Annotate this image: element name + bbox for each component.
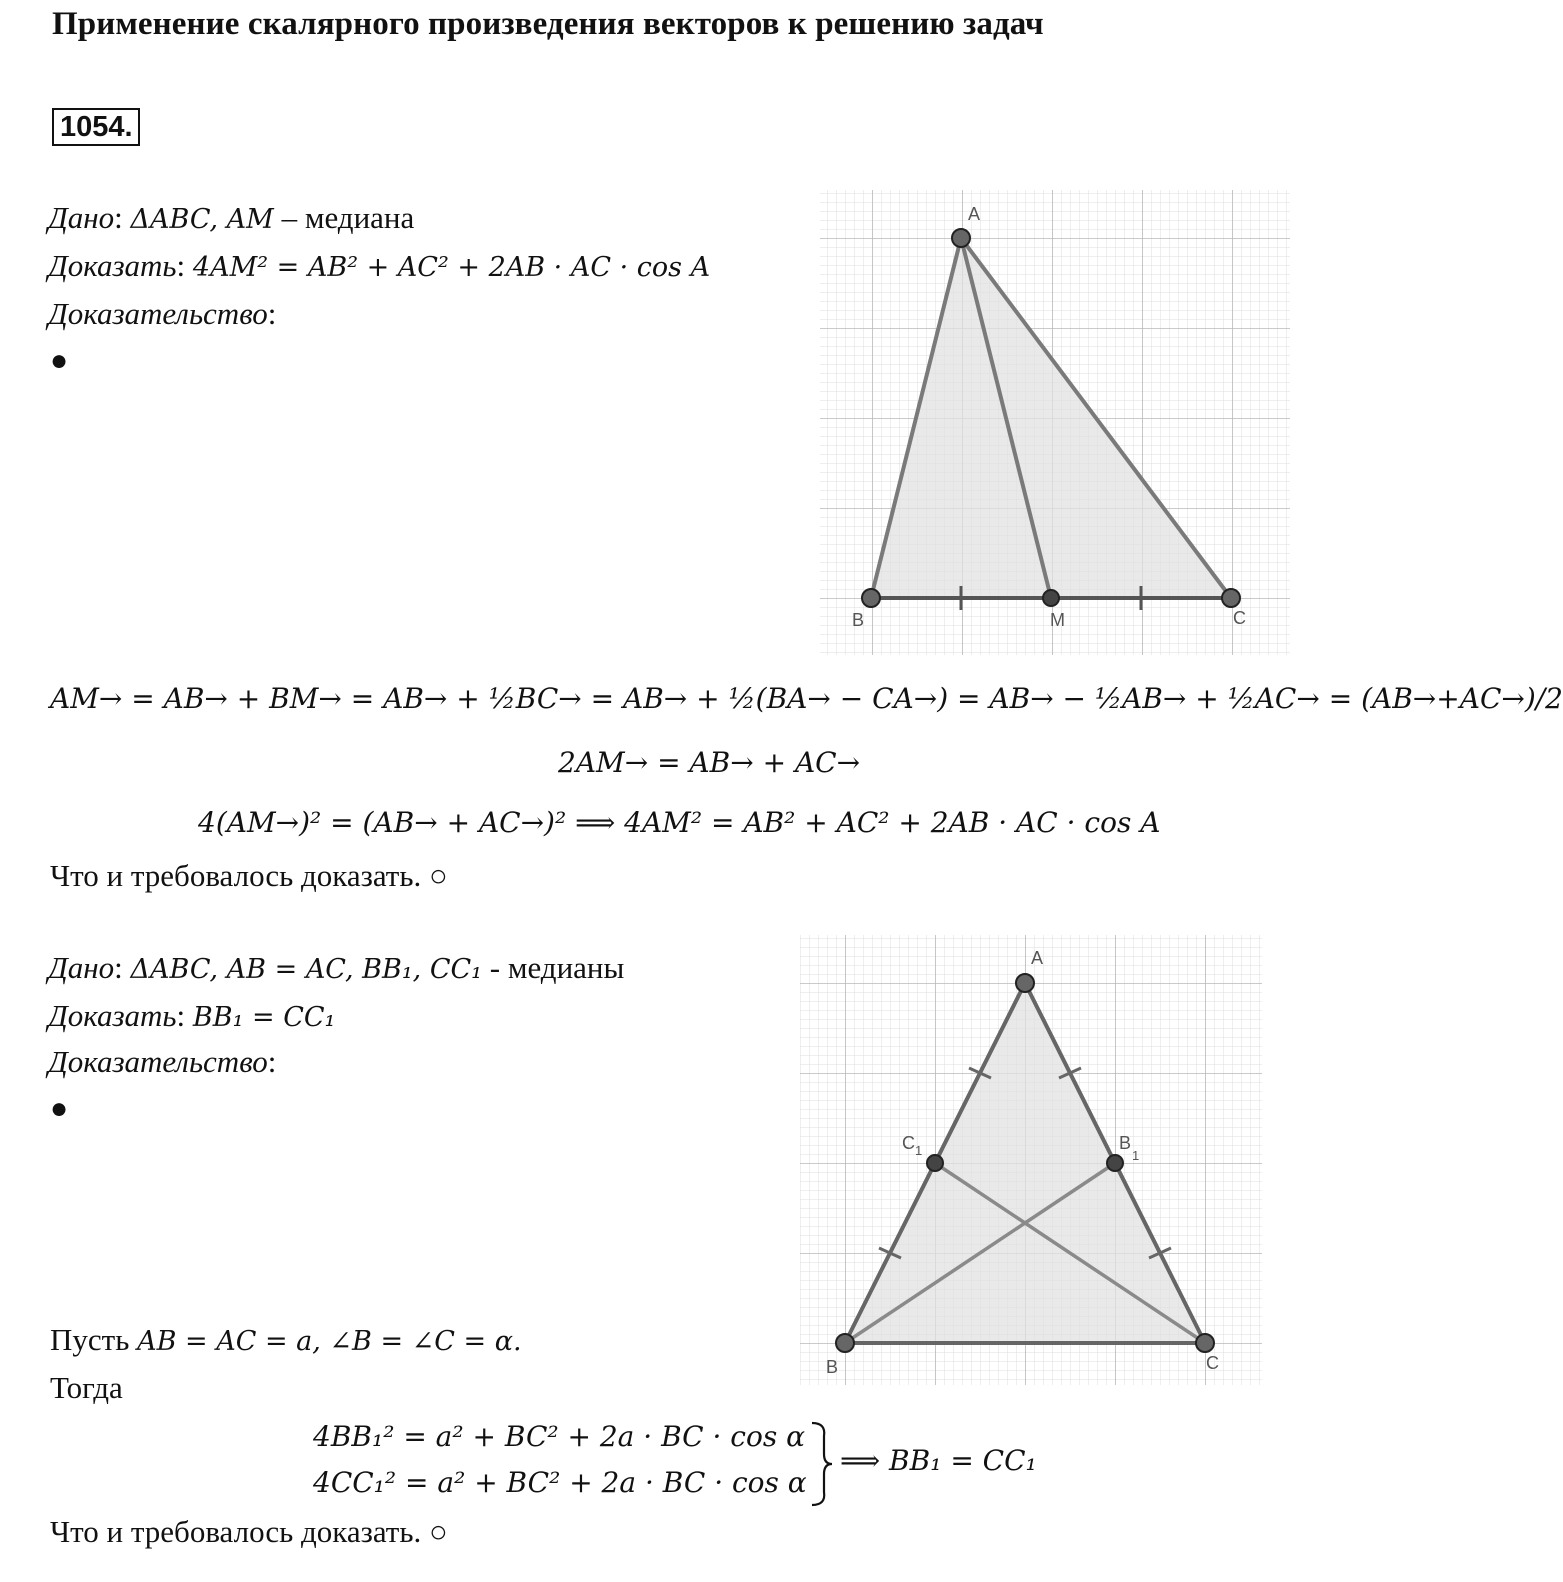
label-b1-sub: 1: [1132, 1148, 1140, 1163]
label-b-2: B: [826, 1357, 839, 1377]
prove-math: 4AM² = AB² + AC² + 2AB · AC · cos A: [192, 252, 711, 283]
given-math-2: ΔABC, AB = AC, BB₁, CC₁: [130, 954, 482, 985]
given-rest-2: - медианы: [482, 950, 625, 985]
point-b: [862, 589, 880, 607]
proof-label-2: Доказательство: [48, 1044, 268, 1079]
point-c-2: [1196, 1334, 1214, 1352]
given-line-1: Дано: ΔABC, AM – медиана: [48, 200, 415, 235]
conclusion-1: Что и требовалось доказать. ○: [50, 858, 448, 893]
system-result: ⟹ BB₁ = CC₁: [840, 1444, 1037, 1477]
figure-1-median: [820, 190, 1290, 655]
prove-label-2: Доказать: [48, 998, 177, 1033]
prove-label: Доказать: [48, 248, 177, 283]
point-m: [1043, 590, 1059, 606]
problem-number: 1054.: [52, 108, 140, 146]
bullet-2: ●: [50, 1092, 69, 1125]
given-math: ΔABC, AM: [130, 204, 274, 235]
figure-2-isosceles: [800, 935, 1262, 1385]
label-c-2: C: [1206, 1353, 1219, 1373]
then-text: Тогда: [50, 1370, 123, 1405]
prove-math-2: BB₁ = CC₁: [192, 1002, 336, 1033]
label-c: C: [1233, 608, 1246, 628]
let-math: AB = AC = a, ∠B = ∠C = α.: [137, 1326, 522, 1357]
equation-2: 2AM→ = AB→ + AC→: [558, 746, 861, 779]
label-b: B: [852, 610, 865, 630]
conclusion-2: Что и требовалось доказать. ○: [50, 1514, 448, 1549]
label-a: A: [968, 204, 981, 224]
given-line-2: Дано: ΔABC, AB = AC, BB₁, CC₁ - медианы: [48, 950, 625, 985]
proof-line-2: Доказательство:: [48, 1044, 277, 1079]
label-c1: C: [902, 1133, 915, 1153]
page-title: Применение скалярного произведения векторов к решению задач: [52, 6, 1044, 42]
point-b-2: [836, 1334, 854, 1352]
equation-1: AM→ = AB→ + BM→ = AB→ + ½BC→ = AB→ + ½(BA→ − CA→) = AB→ − ½AB→ + ½AC→ = (AB→+AC→)/2: [50, 682, 1563, 715]
prove-line-1: Доказать: 4AM² = AB² + AC² + 2AB · AC · cos A: [48, 248, 711, 283]
label-b1: B: [1119, 1133, 1132, 1153]
system-brace: [806, 1420, 836, 1508]
point-a: [952, 229, 970, 247]
given-label-2: Дано: [48, 950, 115, 985]
point-a-2: [1016, 974, 1034, 992]
system-line-2: 4CC₁² = a² + BC² + 2a · BC · cos α: [313, 1466, 807, 1499]
label-a-2: A: [1031, 948, 1044, 968]
proof-label: Доказательство: [48, 296, 268, 331]
label-m: M: [1050, 610, 1065, 630]
let-text: Пусть: [50, 1322, 130, 1357]
system-line-1: 4BB₁² = a² + BC² + 2a · BC · cos α: [313, 1420, 806, 1453]
prove-line-2: Доказать: BB₁ = CC₁: [48, 998, 336, 1033]
label-c1-sub: 1: [915, 1143, 923, 1158]
point-c: [1222, 589, 1240, 607]
point-c1: [927, 1155, 943, 1171]
point-b1: [1107, 1155, 1123, 1171]
given-label: Дано: [48, 200, 115, 235]
let-line: [50, 1322, 522, 1358]
proof-line-1: Доказательство:: [48, 296, 277, 331]
given-rest: – медиана: [273, 200, 415, 235]
bullet-1: ●: [50, 344, 69, 377]
equation-3: 4(AM→)² = (AB→ + AC→)² ⟹ 4AM² = AB² + AC² + 2AB · AC · cos A: [198, 806, 1161, 839]
